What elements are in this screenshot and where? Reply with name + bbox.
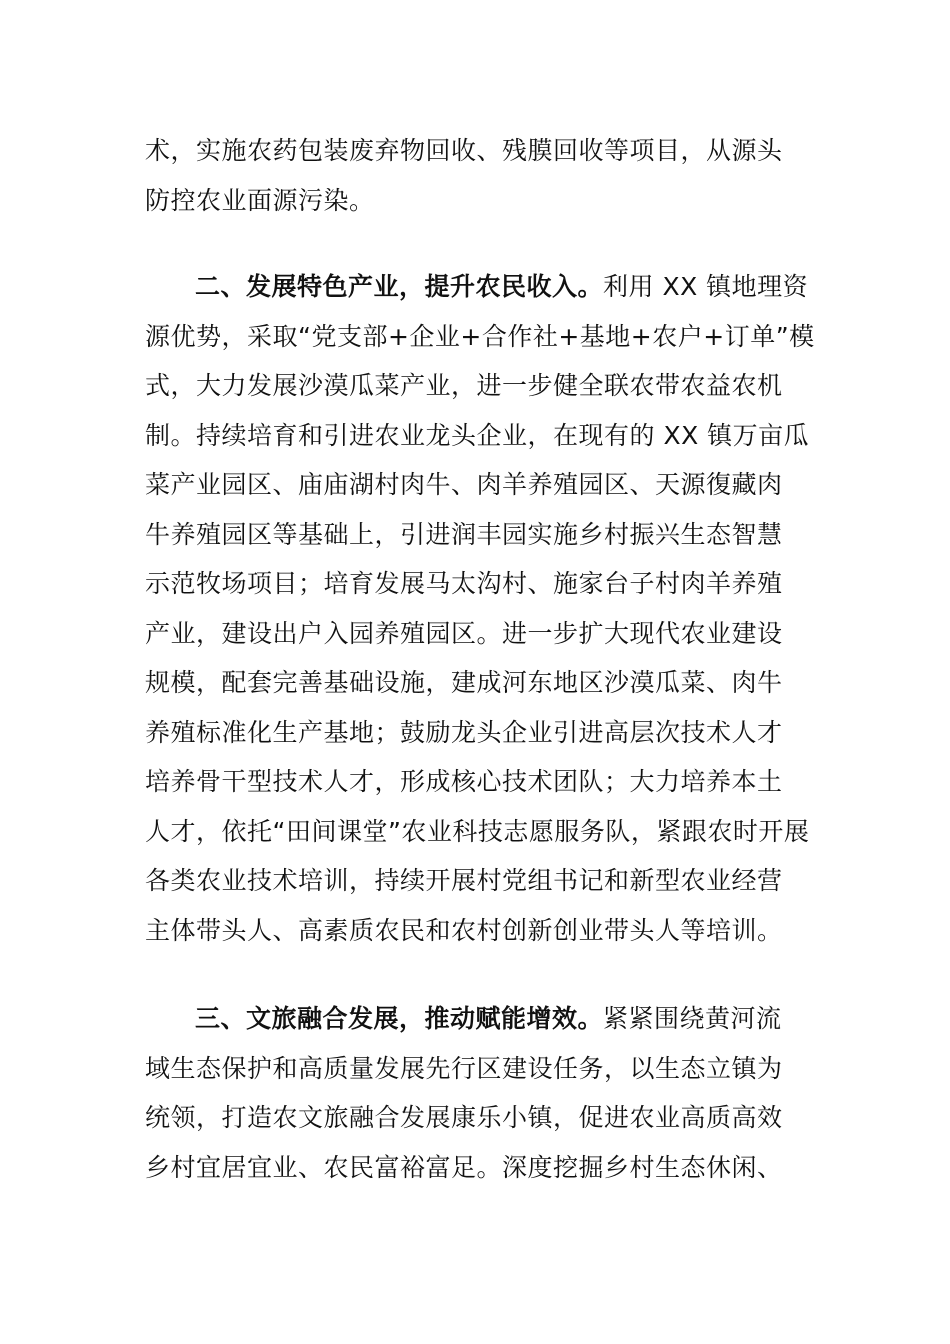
section-heading: 二、发展特色产业，提升农民收入。 [195,272,604,301]
section-two-paragraph [145,262,815,955]
paragraph-first-line [145,994,807,1044]
section-three-paragraph [145,994,807,1192]
paragraph-line: 域生态保护和高质量发展先行区建设任务，以生态立镇为 [145,1053,783,1083]
paragraph-line: 制。持续培育和引进农业龙头企业，在现有的 XX 镇万亩瓜 [145,420,810,450]
paragraph-line: 产业，建设出户入园养殖园区。进一步扩大现代农业建设 [145,618,783,648]
paragraph-text: 利用 XX 镇地理资 [603,272,809,301]
paragraph-line: 养殖标准化生产基地；鼓励龙头企业引进高层次技术人才 [145,717,783,747]
paragraph-line: 术，实施农药包装废弃物回收、残膜回收等项目，从源头 [145,136,783,165]
paragraph-text: 紧紧围绕黄河流 [603,1004,782,1033]
paragraph-line: 源优势，采取“党支部+企业+合作社+基地+农户+订单”模 [145,321,815,351]
paragraph-line: 防控农业面源污染。 [145,185,375,215]
paragraph-line: 主体带头人、高素质农民和农村创新创业带头人等培训。 [145,915,783,945]
paragraph-first-line [145,262,807,312]
paragraph-line: 乡村宜居宜业、农民富裕富足。深度挖掘乡村生态休闲、 [145,1152,783,1182]
paragraph-line: 示范牧场项目；培育发展马太沟村、施家台子村肉羊养殖 [145,569,783,598]
paragraph-line: 式，大力发展沙漠瓜菜产业，进一步健全联农带农益农机 [145,371,783,400]
paragraph-line: 牛养殖园区等基础上，引进润丰园实施乡村振兴生态智慧 [145,519,783,549]
paragraph-line: 各类农业技术培训，持续开展村党组书记和新型农业经营 [145,866,783,895]
section-heading: 三、文旅融合发展，推动赋能增效。 [195,1004,604,1033]
paragraph-line: 统领，打造农文旅融合发展康乐小镇，促进农业高质高效 [145,1103,783,1132]
paragraph-line: 菜产业园区、庙庙湖村肉牛、肉羊养殖园区、天源復藏肉 [145,470,783,499]
paragraph-continuation [145,126,807,225]
paragraph-line: 人才，依托“田间课堂”农业科技志愿服务队，紧跟农时开展 [145,816,810,846]
paragraph-line: 规模，配套完善基础设施，建成河东地区沙漠瓜菜、肉牛 [145,668,783,697]
paragraph-line: 培养骨干型技术人才，形成核心技术团队；大力培养本土 [145,767,783,796]
